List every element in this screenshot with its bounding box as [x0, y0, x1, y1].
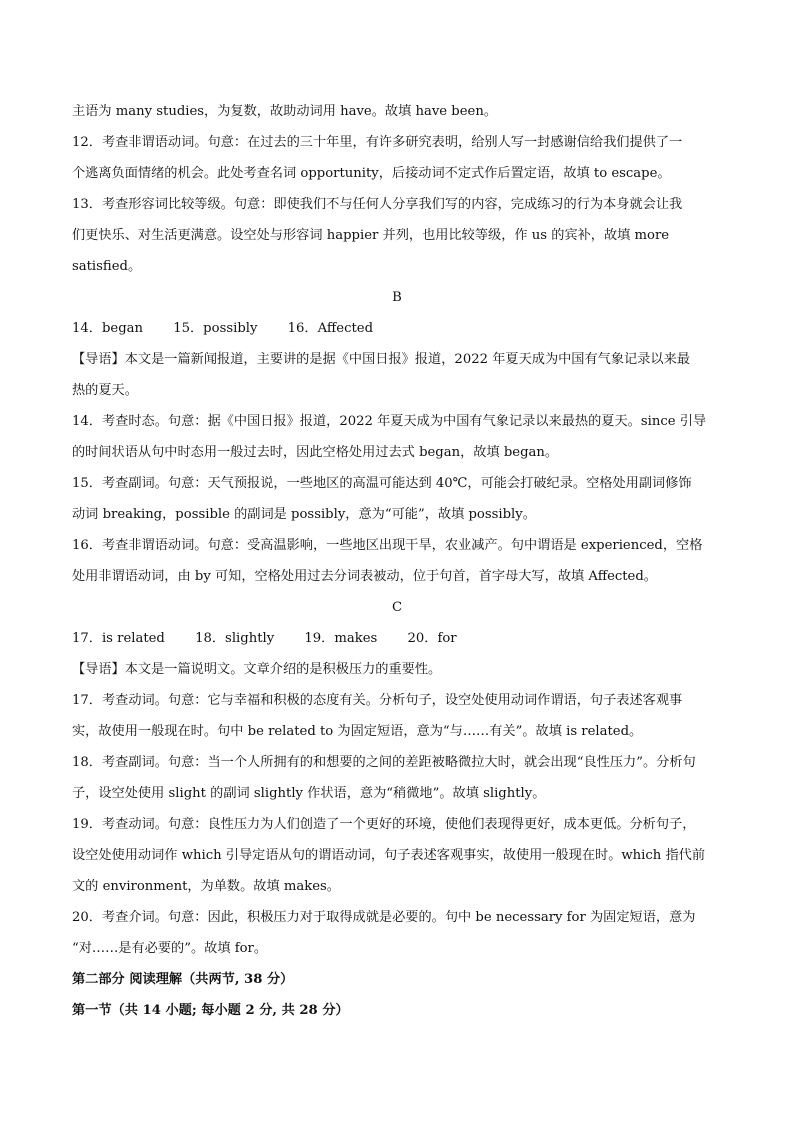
answer-item: 15．possibly	[173, 321, 258, 336]
section-c-heading: C	[391, 600, 403, 615]
text-line: 们更快乐、对生活更满意。设空处与形容词 happier 并列，也用比较等级，作 us 的宾补，故填 more	[72, 228, 670, 243]
text-line: 12．考查非谓语动词。句意：在过去的三十年里，有许多研究表明，给别人写一封感谢信给我们提供了一	[72, 135, 683, 150]
text-line: 15．考查副词。句意：天气预报说，一些地区的高温可能达到 40℃，可能会打破纪录。空格处用副词修饰	[72, 476, 692, 491]
text-line: 主语为 many studies，为复数，故助动词用 have。故填 have been。	[72, 104, 498, 119]
text-line: 20．考查介词。句意：因此，积极压力对于取得成就是必要的。句中 be necessary for 为固定短语，意为	[72, 910, 696, 925]
text-line: 14．考查时态。句意：据《中国日报》报道，2022 年夏天成为中国有气象记录以来最热的夏天。since 引导	[72, 414, 707, 429]
section-c-answers	[72, 623, 722, 654]
section-b-heading: B	[392, 290, 402, 305]
text-line: satisfied。	[72, 259, 142, 274]
section-b-answers	[72, 313, 722, 344]
part-two-heading: 第二部分 阅读理解（共两节, 38 分）	[72, 972, 294, 987]
text-line: 13．考查形容词比较等级。句意：即使我们不与任何人分享我们写的内容，完成练习的行为本身就会让我	[72, 197, 683, 212]
text-line: 17．考查动词。句意：它与幸福和积极的态度有关。分析句子，设空处使用动词作谓语，句子表述客观事	[72, 693, 683, 708]
section-one-heading: 第一节（共 14 小题; 每小题 2 分, 共 28 分）	[72, 1003, 349, 1018]
text-line: 设空处使用动词作 which 引导定语从句的谓语动词，句子表述客观事实，故使用一般现在时。which 指代前	[72, 848, 706, 863]
text-line: 处用非谓语动词，由 by 可知，空格处用过去分词表被动，位于句首，首字母大写，故填 Affected。	[72, 569, 657, 584]
text-line: 19．考查动词。句意：良性压力为人们创造了一个更好的环境，使他们表现得更好，成本更低。分析句子，	[72, 817, 696, 832]
text-line: 【导语】本文是一篇新闻报道，主要讲的是据《中国日报》报道，2022 年夏天成为中国有气象记录以来最	[72, 352, 690, 367]
answer-item: 14．began	[72, 321, 144, 336]
text-line: “对……是有必要的”。故填 for。	[72, 941, 268, 956]
answer-item: 16．Affected	[287, 321, 374, 336]
answer-item: 18．slightly	[195, 631, 275, 646]
text-line: 动词 breaking，possible 的副词是 possibly，意为“可能”，故填 possibly。	[72, 507, 536, 522]
text-line: 子，设空处使用 slight 的副词 slightly 作状语，意为“稍微地”。故填 slightly。	[72, 786, 546, 801]
document-page	[72, 96, 722, 1026]
text-line: 文的 environment，为单数。故填 makes。	[72, 879, 340, 894]
text-line: 个逃离负面情绪的机会。此处考查名词 opportunity，后接动词不定式作后置定语，故填 to escape。	[72, 166, 671, 181]
text-line: 【导语】本文是一篇说明文。文章介绍的是积极压力的重要性。	[72, 662, 442, 677]
text-line: 实，故使用一般现在时。句中 be related to 为固定短语，意为“与……有关”。故填 is related。	[72, 724, 643, 739]
text-line: 18．考查副词。句意：当一个人所拥有的和想要的之间的差距被略微拉大时，就会出现“良性压力”。分析句	[72, 755, 696, 770]
text-line: 的时间状语从句中时态用一般过去时，因此空格处用过去式 began，故填 began。	[72, 445, 559, 460]
text-line: 16．考查非谓语动词。句意：受高温影响，一些地区出现干旱，农业减产。句中谓语是 experienced，空格	[72, 538, 703, 553]
answer-item: 17．is related	[72, 631, 165, 646]
answer-item: 19．makes	[304, 631, 378, 646]
text-line: 热的夏天。	[72, 383, 138, 398]
answer-item: 20．for	[407, 631, 457, 646]
